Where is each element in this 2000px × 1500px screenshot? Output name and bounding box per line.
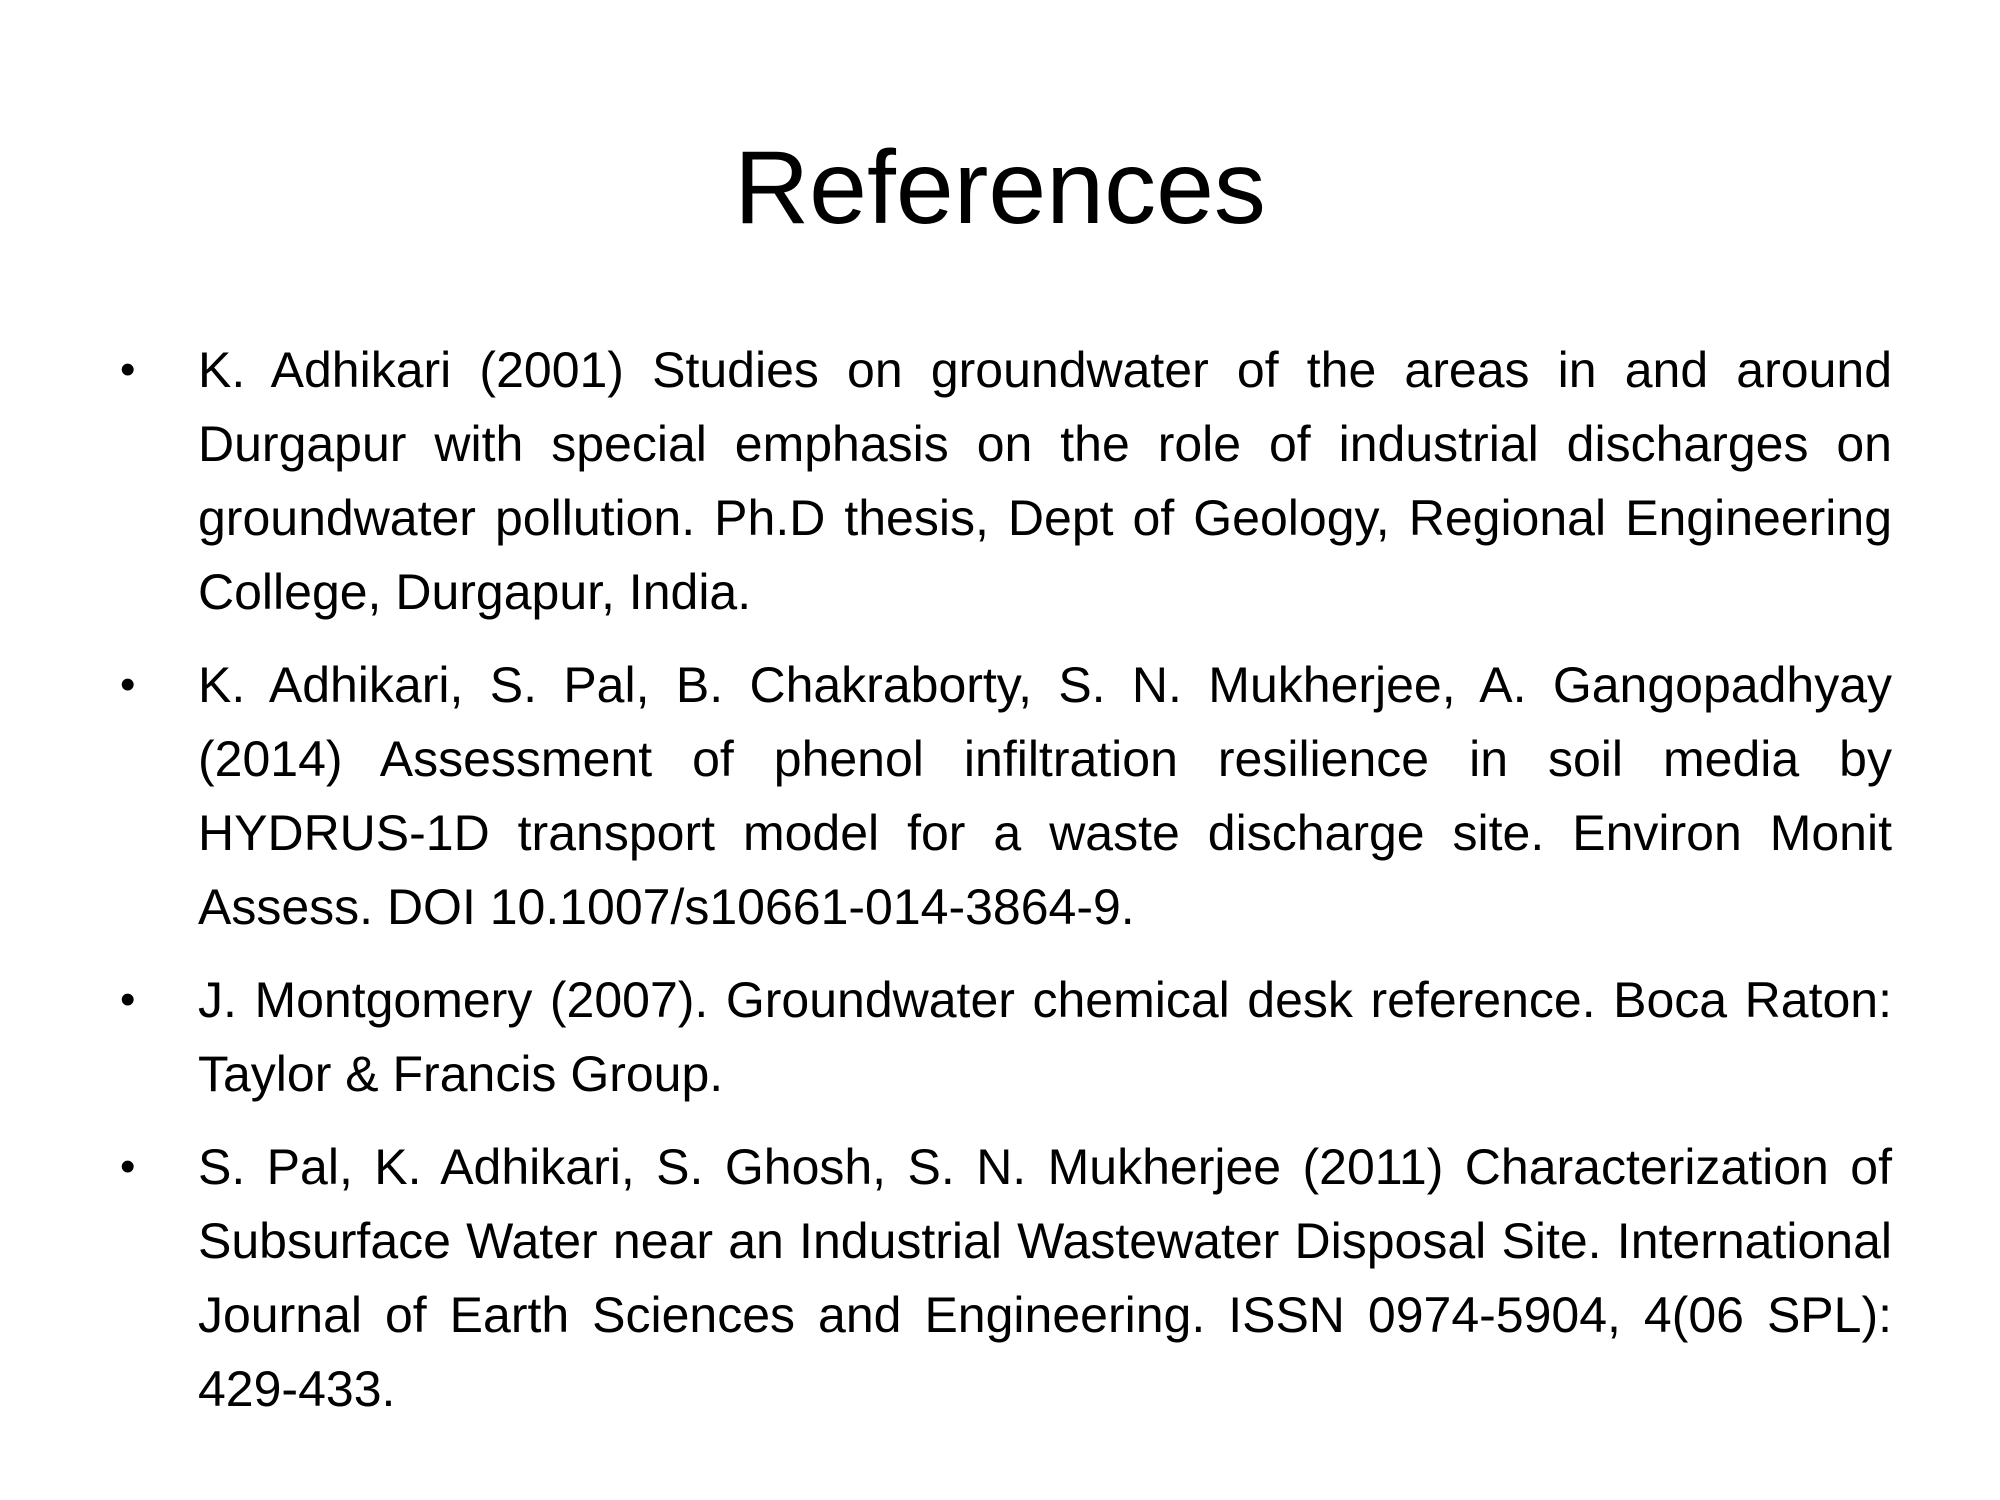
reference-text: K. Adhikari (2001) Studies on groundwater of the areas in and around Durgapur with special emphasis on the role of industrial discharges on groundwater pollution. Ph.D thesis, Dept of Geology, Regional Engineering College, Durgapur, India.	[198, 342, 1892, 620]
bullet-icon: •	[120, 660, 136, 709]
reference-item	[120, 963, 1892, 1111]
reference-item	[120, 648, 1892, 944]
bullet-icon: •	[120, 345, 136, 394]
slide-title: References	[734, 130, 1266, 246]
reference-text: J. Montgomery (2007). Groundwater chemical desk reference. Boca Raton: Taylor & Francis Group.	[198, 972, 1892, 1102]
reference-item	[120, 1130, 1892, 1426]
reference-text: K. Adhikari, S. Pal, B. Chakraborty, S. N. Mukherjee, A. Gangopadhyay (2014) Assessment of phenol infiltration resilience in soil media by HYDRUS-1D transport model for a waste discharge site. Environ Monit Assess. DOI 10.1007/s10661-014-3864-9.	[198, 657, 1892, 935]
bullet-icon: •	[120, 975, 136, 1024]
reference-item	[120, 333, 1892, 629]
references-list	[120, 333, 1892, 1426]
bullet-icon: •	[120, 1142, 136, 1191]
reference-text: S. Pal, K. Adhikari, S. Ghosh, S. N. Mukherjee (2011) Characterization of Subsurface Water near an Industrial Wastewater Disposal Site. International Journal of Earth Sciences and Engineering. ISSN 0974-5904, 4(06 SPL): 429-433.	[198, 1139, 1892, 1417]
